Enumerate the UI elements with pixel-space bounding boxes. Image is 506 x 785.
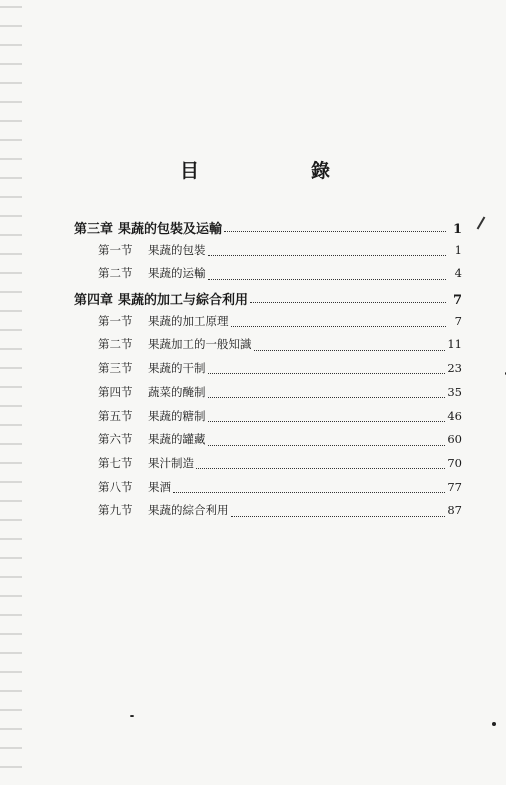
toc-section-entry bbox=[74, 479, 462, 503]
entry-number: 第一节 bbox=[98, 242, 133, 257]
pen-mark bbox=[477, 216, 486, 229]
entry-title: 蔬菜的醃制 bbox=[148, 384, 206, 399]
toc-section-entry bbox=[74, 408, 462, 432]
dot-leader bbox=[208, 279, 447, 280]
dot-leader bbox=[224, 231, 446, 232]
toc-section-entry bbox=[74, 360, 462, 384]
entry-number: 第二节 bbox=[98, 266, 133, 281]
entry-title: 果蔬的加工与綜合利用 bbox=[118, 293, 249, 309]
entry-number: 第七节 bbox=[98, 455, 133, 470]
dot-leader bbox=[208, 397, 446, 398]
dot-leader bbox=[208, 445, 446, 446]
entry-number: 第二节 bbox=[98, 337, 133, 352]
title-char: 錄 bbox=[310, 160, 330, 182]
entry-page-number: 77 bbox=[447, 479, 462, 494]
entry-page-number: 60 bbox=[447, 432, 462, 447]
entry-number: 第四章 bbox=[74, 293, 114, 309]
entry-page-number: 70 bbox=[447, 455, 462, 470]
dot-leader bbox=[250, 302, 446, 303]
entry-title: 果蔬的糖制 bbox=[148, 408, 206, 423]
dot-leader bbox=[208, 255, 447, 256]
toc-section-entry bbox=[74, 502, 462, 526]
toc-section-entry bbox=[74, 313, 462, 337]
entry-number: 第六节 bbox=[98, 432, 133, 447]
dot-leader bbox=[208, 373, 446, 374]
dot-leader bbox=[231, 326, 447, 327]
entry-title: 果蔬的罐藏 bbox=[148, 432, 206, 447]
entry-page-number: 7 bbox=[454, 313, 462, 328]
page-title bbox=[180, 156, 330, 183]
toc-section-entry bbox=[74, 384, 462, 408]
dot-leader bbox=[208, 421, 446, 422]
entry-number: 第九节 bbox=[98, 503, 133, 518]
entry-number: 第三节 bbox=[98, 361, 133, 376]
table-of-contents bbox=[74, 218, 462, 526]
toc-chapter-entry bbox=[74, 289, 462, 313]
toc-chapter-entry bbox=[74, 218, 462, 242]
entry-title: 果蔬加工的一般知識 bbox=[148, 337, 252, 352]
entry-page-number: 1 bbox=[454, 242, 462, 257]
entry-page-number: 35 bbox=[447, 384, 462, 399]
toc-section-entry bbox=[74, 431, 462, 455]
entry-number: 第八节 bbox=[98, 479, 133, 494]
title-char: 目 bbox=[180, 160, 200, 182]
entry-page-number: 87 bbox=[447, 503, 462, 518]
dot-leader bbox=[254, 350, 446, 351]
entry-page-number: 4 bbox=[454, 266, 462, 281]
entry-title: 果蔬的运輸 bbox=[148, 266, 206, 281]
entry-title: 果蔬的綜合利用 bbox=[148, 503, 229, 518]
ink-speck bbox=[130, 715, 134, 717]
entry-number: 第五节 bbox=[98, 408, 133, 423]
entry-number: 第一节 bbox=[98, 313, 133, 328]
dot-leader bbox=[173, 492, 445, 493]
entry-page-number: 23 bbox=[447, 361, 462, 376]
toc-section-entry bbox=[74, 336, 462, 360]
entry-page-number: 46 bbox=[447, 408, 462, 423]
entry-page-number: 11 bbox=[447, 337, 462, 352]
entry-title: 果汁制造 bbox=[148, 455, 194, 470]
toc-section-entry bbox=[74, 455, 462, 479]
entry-title: 果蔬的包裝及运輸 bbox=[118, 222, 223, 237]
entry-title: 果蔬的包裝 bbox=[148, 242, 206, 257]
entry-number: 第四节 bbox=[98, 384, 133, 399]
entry-page-number: 7 bbox=[452, 293, 462, 309]
entry-title: 果酒 bbox=[148, 479, 171, 494]
binding-edge bbox=[0, 0, 22, 785]
dot-leader bbox=[231, 516, 446, 517]
entry-number: 第三章 bbox=[74, 222, 114, 237]
dot-leader bbox=[196, 468, 445, 469]
entry-title: 果蔬的干制 bbox=[148, 361, 206, 376]
toc-section-entry bbox=[74, 242, 462, 266]
entry-title: 果蔬的加工原理 bbox=[148, 313, 229, 328]
toc-section-entry bbox=[74, 265, 462, 289]
ink-speck bbox=[492, 722, 496, 726]
entry-page-number: 1 bbox=[452, 222, 462, 237]
